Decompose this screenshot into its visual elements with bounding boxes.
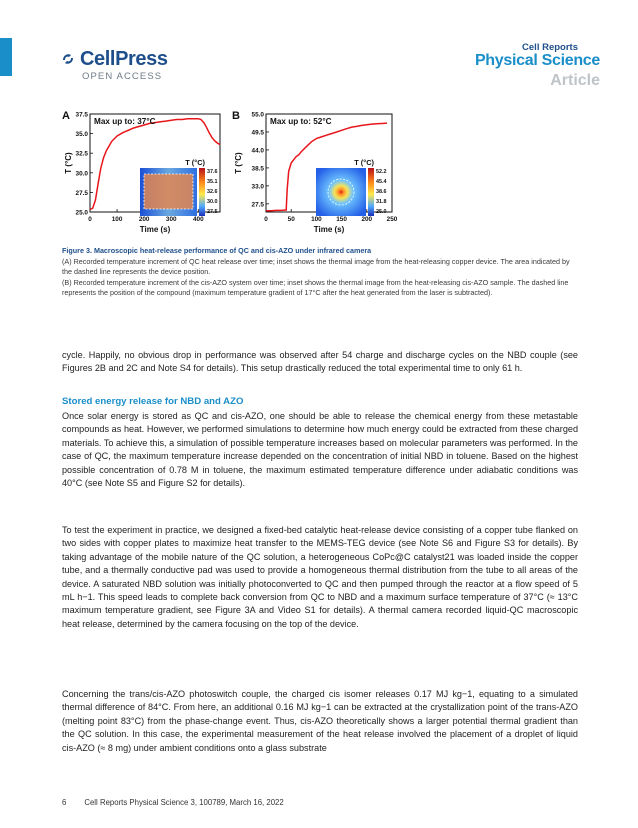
chart-a-colorbar-tick: 32.6: [207, 189, 218, 195]
chart-b-xtick-label: 200: [361, 216, 373, 223]
chart-a-annotation: Max up to: 37°C: [94, 117, 156, 126]
chart-panel-a: [62, 108, 242, 240]
chart-b-ytick-label: 33.0: [251, 183, 264, 191]
panel-b-letter: B: [232, 110, 240, 122]
paragraph-3: To test the experiment in practice, we designed a fixed-bed catalytic heat-release device consisting of a copper tube flanked on two sides with copper plates to maximize heat transfer to the MEMS-TEG device (see Note S6 and Figure S3 for details). By taking advantage of the mobile nature of the QC solution, a heterogeneous CoPc@C catalyst21 was loaded inside the copper tube, and a thermally conductive pad was used to provide a homogeneous thermal distribution from the tube to all areas of the device. A saturated NBD solution was initially photoconverted to QC and then pumped through the reactor at a flow speed of 5 mL h−1. This speed leads to complete back conversion from QC to NBD and a maximum surface temperature of 37°C (≈ 13°C maximum temperature gradient, see Figure 3A and Video S1 for details). A thermal camera recorded liquid-QC macroscopic heat release, determined by the camera focusing on the top of the device.: [62, 525, 578, 629]
chart-b-ytick-label: 49.5: [251, 129, 264, 137]
chart-a-xtick-label: 200: [138, 216, 150, 223]
chart-b-ytick-label: 27.5: [251, 201, 264, 209]
chart-a-xtick-label: 300: [165, 216, 177, 223]
cellpress-logo-icon: [60, 51, 76, 67]
chart-b-colorbar-tick: 25.0: [376, 209, 387, 215]
figure-caption-part-a: (A) Recorded temperature increment of QC heat release over time; inset shows the thermal image from the heat-releasing copper device. The area indicated by the dashed line represents the device position.: [62, 256, 570, 276]
section-heading: Stored energy release for NBD and AZO: [62, 396, 244, 407]
footer-citation: Cell Reports Physical Science 3, 100789, March 16, 2022: [84, 798, 284, 807]
chart-a-ylabel: T (°C): [64, 152, 73, 174]
chart-b-ytick-label: 55.0: [251, 111, 264, 119]
chart-b-inset-label: T (°C): [354, 158, 374, 167]
chart-a-xtick-label: 0: [88, 216, 92, 223]
chart-b-colorbar-tick: 38.6: [376, 189, 387, 195]
chart-a-ytick-label: 25.0: [75, 209, 88, 217]
chart-b-colorbar-tick: 52.2: [376, 169, 387, 175]
panel-a-letter: A: [62, 110, 70, 122]
chart-a-ytick-label: 37.5: [75, 111, 88, 119]
inset-thermal-image-a: [140, 168, 205, 216]
chart-b-ytick-label: 44.0: [251, 147, 264, 155]
article-type-label: Article: [550, 72, 600, 89]
inset-thermal-image-b: [316, 168, 374, 216]
chart-b-xtick-label: 100: [311, 216, 322, 223]
chart-b-xtick-label: 50: [287, 216, 295, 223]
chart-b-ylabel: T (°C): [234, 152, 243, 174]
chart-b-xlabel: Time (s): [313, 225, 345, 234]
chart-b-annotation: Max up to: 52°C: [270, 117, 332, 126]
chart-panel-b: [232, 108, 408, 240]
chart-a-ytick-label: 32.5: [75, 150, 88, 158]
paragraph-4: Concerning the trans/cis-AZO photoswitch couple, the charged cis isomer releases 0.17 MJ kg−1, equating to a simulated thermal difference of 84°C. From here, an additional 0.16 MJ kg−1 can be extracted at the crystallization point of the trans-AZO (melting point 83°C) from the phase-change event. Thus, cis-AZO theoretically shows a larger potential thermal gradient than the QC solution. In this case, the experimental measurement of the heat release involved the placement of a droplet of liquid cis-AZO (≈ 8 mg) under ambient conditions onto a glass substrate: [62, 689, 578, 753]
chart-a-colorbar-tick: 35.1: [207, 179, 218, 185]
chart-b-xtick-label: 250: [386, 216, 398, 223]
chart-a-ytick-label: 35.0: [75, 131, 88, 139]
chart-b-xtick-label: 0: [264, 216, 268, 223]
chart-b-ytick-label: 38.5: [251, 165, 264, 173]
paragraph-2: Once solar energy is stored as QC and cis-AZO, one should be able to release the chemical energy from these metastable compounds as heat. However, we performed simulations to determine how much energy could be extracted from these charged materials. To achieve this, a simulation of possible temperature increases based on molecular parameters was performed. In the case of QC, the maximum temperature increase depended on the concentration of initial NBD in toluene. Based on the highest possible concentration of 0.78 M in toluene, the maximum estimated temperature difference under adiabatic conditions was 40°C (see Note S5 and Figure S2 for details).: [62, 411, 578, 489]
journal-name-main: Physical Science: [474, 52, 600, 69]
chart-a-ytick-label: 27.5: [75, 189, 88, 197]
chart-a-xtick-label: 100: [111, 216, 123, 223]
chart-a-xlabel: Time (s): [139, 225, 171, 234]
chart-a-xtick-label: 400: [192, 216, 204, 223]
accent-tab: [0, 38, 12, 76]
chart-a-inset-label: T (°C): [185, 158, 205, 167]
chart-b-colorbar-tick: 45.4: [376, 179, 387, 185]
journal-name-small: Cell Reports: [522, 42, 578, 53]
cellpress-logo: CellPress: [60, 48, 168, 71]
chart-a-colorbar-tick: 27.5: [207, 209, 218, 215]
figure-caption-part-b: (B) Recorded temperature increment of the cis-AZO system over time; inset shows the thermal image from the heat-releasing cis-AZO sample. The dashed line represents the position of the compound (maximum temperature gradient of 17°C after the heat generated from the laser is subtracted).: [62, 277, 569, 297]
paragraph-1: cycle. Happily, no obvious drop in performance was observed after 54 charge and discharge cycles on the NBD couple (see Figures 2B and 2C and Note S4 for details). This setup drastically reduced the total experimental time to only 61 h.: [62, 350, 578, 374]
chart-b-colorbar-tick: 31.8: [376, 199, 387, 205]
chart-b-xtick-label: 150: [336, 216, 347, 223]
figure-caption-title: Figure 3. Macroscopic heat-release performance of QC and cis-AZO under infrared camera: [62, 246, 372, 255]
page-footer: [62, 798, 284, 807]
page-number: 6: [62, 798, 67, 807]
figure-caption: [62, 246, 578, 299]
chart-a-colorbar-tick: 37.6: [207, 169, 218, 175]
chart-a-ytick-label: 30.0: [75, 170, 88, 178]
chart-a-colorbar-tick: 30.0: [207, 199, 218, 205]
open-access-label: OPEN ACCESS: [82, 71, 163, 82]
